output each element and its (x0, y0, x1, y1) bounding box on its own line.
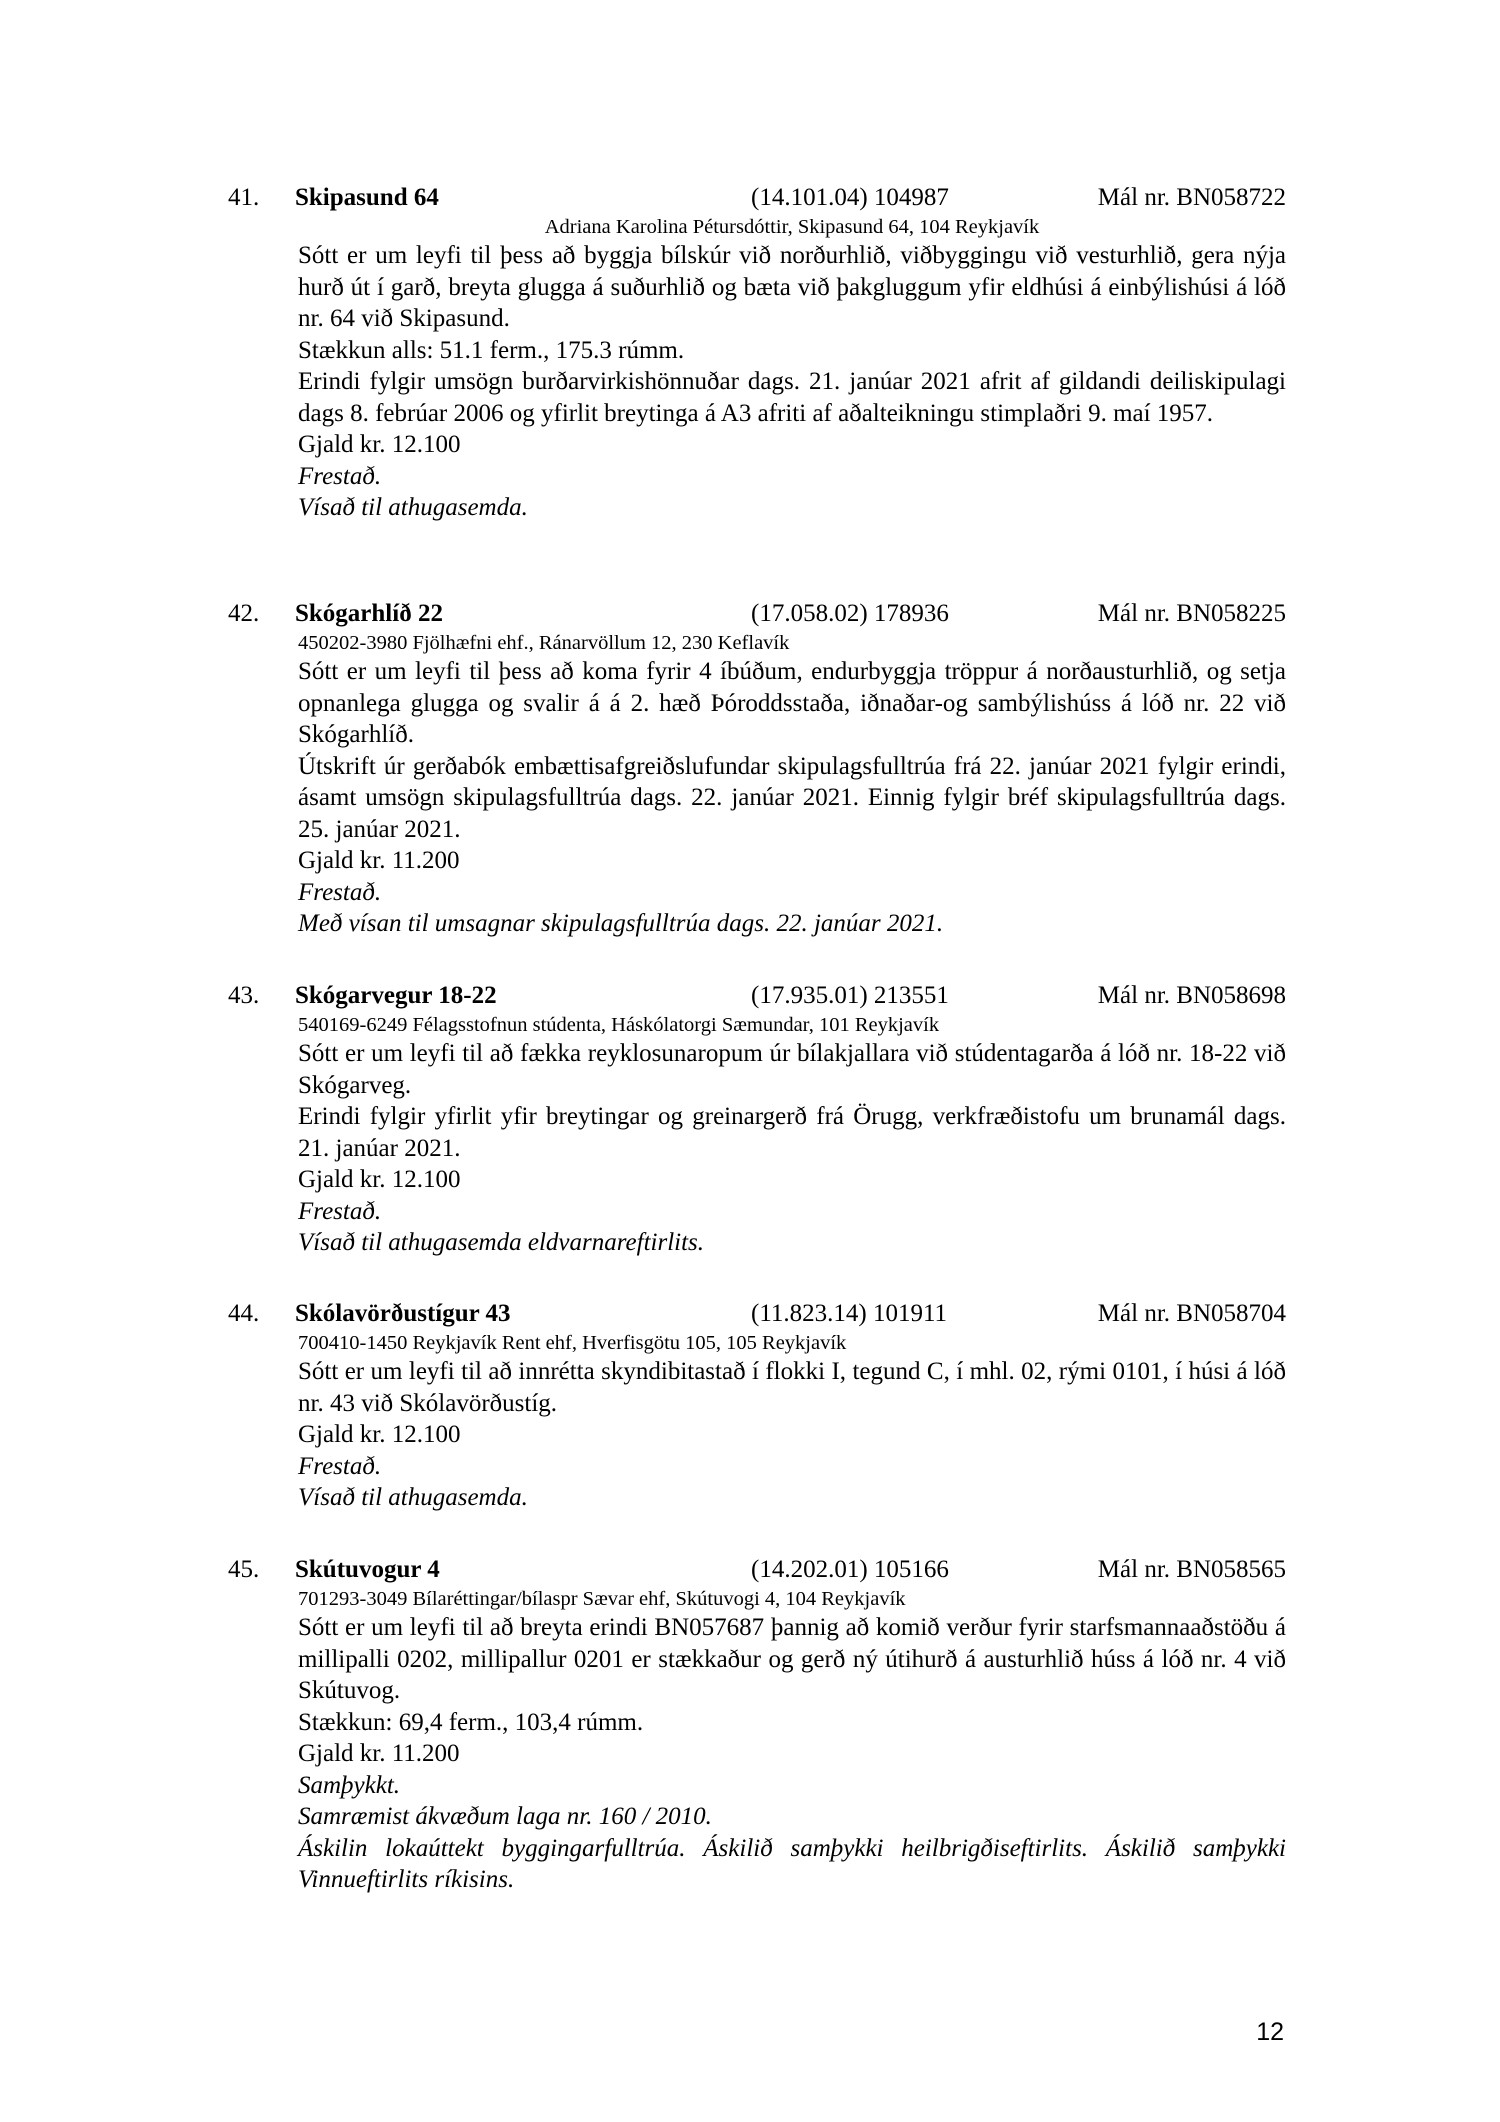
case-number: Mál nr. BN058225 (1097, 600, 1286, 627)
attachments: Erindi fylgir yfirlit yfir breytingar og greinargerð frá Örugg, verkfræðistofu um brunamál dags. 21. janúar 2021. (298, 1103, 1286, 1162)
legal-basis: Samræmist ákvæðum laga nr. 160 / 2010. (298, 1803, 712, 1830)
entry-body (298, 1612, 1286, 1896)
property-address: Skógarhlíð 22 (295, 600, 443, 627)
case-number: Mál nr. BN058565 (1097, 1556, 1286, 1583)
land-id: (17.935.01) 213551 (751, 982, 949, 1009)
decision: Frestað. (298, 1197, 382, 1225)
applicant: 700410-1450 Reykjavík Rent ehf, Hverfisgötu 105, 105 Reykjavík (298, 1332, 847, 1354)
description: Sótt er um leyfi til að fækka reyklosunaropum úr bílakjallara við stúdentagarða á lóð nr. 18-22 við Skógarveg. (298, 1040, 1286, 1099)
entry-number: 44. (228, 1300, 260, 1327)
attachments: Útskrift úr gerðabók embættisafgreiðslufundar skipulagsfulltrúa frá 22. janúar 2021 fylgir erindi, ásamt umsögn skipulagsfulltrúa dags. 22. janúar 2021. Einnig fylgir bréf skipulagsfulltrúa dags. 25. janúar 2021. (298, 752, 1286, 843)
case-number: Mál nr. BN058704 (1097, 1300, 1286, 1327)
entry-body (298, 1356, 1286, 1514)
entry-header (228, 1554, 1286, 1586)
property-address: Skógarvegur 18-22 (295, 982, 497, 1009)
decision: Frestað. (298, 878, 382, 906)
land-id: (14.202.01) 105166 (751, 1556, 949, 1583)
fee: Gjald kr. 12.100 (298, 431, 461, 458)
entry-body (298, 1038, 1286, 1259)
decision: Frestað. (298, 462, 382, 490)
decision: Samþykkt. (298, 1771, 401, 1799)
size-change: Stækkun alls: 51.1 ferm., 175.3 rúmm. (298, 336, 685, 364)
attachments: Erindi fylgir umsögn burðarvirkishönnuðar dags. 21. janúar 2021 afrit af gildandi deiliskipulagi dags 8. febrúar 2006 og yfirlit breytinga á A3 afriti af aðalteikningu stimplaðri 9. maí 1957. (298, 368, 1286, 427)
conditions: Áskilin lokaúttekt byggingarfulltrúa. Áskilið samþykki heilbrigðiseftirlits. Áskilið samþykki Vinnueftirlits ríkisins. (298, 1834, 1286, 1893)
decision-note: Með vísan til umsagnar skipulagsfulltrúa dags. 22. janúar 2021. (298, 910, 944, 937)
description: Sótt er um leyfi til þess að koma fyrir 4 íbúðum, endurbyggja tröppur á norðausturhlið, og setja opnanlega glugga og svalir á á 2. hæð Þóroddsstaða, iðnaðar-og sambýlishúss á lóð nr. 22 við Skógarhlíð. (298, 658, 1286, 748)
entry-header (228, 182, 1286, 214)
fee: Gjald kr. 12.100 (298, 1166, 461, 1193)
entry-header (228, 1298, 1286, 1330)
entry-45 (228, 1554, 1286, 1896)
fee: Gjald kr. 11.200 (298, 847, 460, 874)
property-address: Skólavörðustígur 43 (295, 1300, 511, 1327)
case-number: Mál nr. BN058722 (1097, 184, 1286, 211)
entry-number: 43. (228, 982, 260, 1009)
entry-43 (228, 980, 1286, 1259)
entry-number: 41. (228, 184, 260, 211)
entry-header (228, 598, 1286, 630)
applicant: 701293-3049 Bílaréttingar/bílaspr Sævar ehf, Skútuvogi 4, 104 Reykjavík (298, 1588, 906, 1610)
entry-body (298, 240, 1286, 524)
entry-header (228, 980, 1286, 1012)
description: Sótt er um leyfi til þess að byggja bílskúr við norðurhlið, viðbyggingu við vesturhlið, gera nýja hurð út í garð, breyta glugga á suðurhlið og bæta við þakgluggum yfir eldhúsi á einbýlishúsi á lóð nr. 64 við Skipasund. (298, 242, 1286, 332)
decision-note: Vísað til athugasemda eldvarnareftirlits. (298, 1229, 705, 1256)
decision: Frestað. (298, 1452, 382, 1480)
applicant: 540169-6249 Félagsstofnun stúdenta, Háskólatorgi Sæmundar, 101 Reykjavík (298, 1014, 940, 1036)
applicant: 450202-3980 Fjölhæfni ehf., Ránarvöllum 12, 230 Keflavík (298, 632, 790, 654)
land-id: (14.101.04) 104987 (751, 184, 949, 211)
fee: Gjald kr. 12.100 (298, 1421, 461, 1448)
land-id: (11.823.14) 101911 (751, 1300, 948, 1327)
entry-44 (228, 1298, 1286, 1514)
decision-note: Vísað til athugasemda. (298, 1484, 528, 1511)
entry-body (298, 656, 1286, 940)
entry-42 (228, 598, 1286, 940)
case-number: Mál nr. BN058698 (1097, 982, 1286, 1009)
entry-number: 42. (228, 600, 260, 627)
property-address: Skipasund 64 (295, 184, 439, 211)
property-address: Skútuvogur 4 (295, 1556, 440, 1583)
decision-note: Vísað til athugasemda. (298, 494, 528, 521)
size-change: Stækkun: 69,4 ferm., 103,4 rúmm. (298, 1708, 644, 1736)
entry-number: 45. (228, 1556, 260, 1583)
land-id: (17.058.02) 178936 (751, 600, 949, 627)
description: Sótt er um leyfi til að innrétta skyndibitastað í flokki I, tegund C, í mhl. 02, rými 0101, í húsi á lóð nr. 43 við Skólavörðustíg. (298, 1358, 1286, 1417)
fee: Gjald kr. 11.200 (298, 1740, 460, 1767)
entry-41 (228, 182, 1286, 524)
description: Sótt er um leyfi til að breyta erindi BN057687 þannig að komið verður fyrir starfsmannaaðstöðu á millipalli 0202, millipallur 0201 er stækkaður og gerð ný útihurð á austurhlið húss á lóð nr. 4 við Skútuvog. (298, 1614, 1286, 1704)
applicant: Adriana Karolina Pétursdóttir, Skipasund 64, 104 Reykjavík (544, 216, 1040, 238)
page-number: 12 (1256, 2018, 1284, 2046)
